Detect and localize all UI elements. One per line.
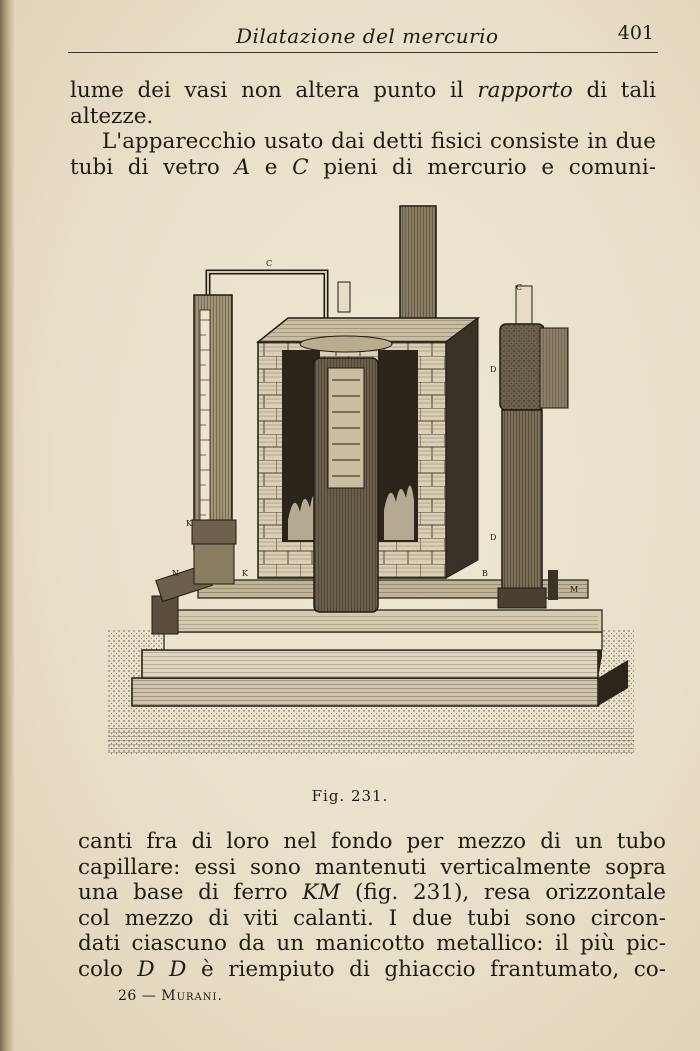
label-n-left: N [172,569,179,578]
page-header [68,22,658,53]
text-line: canti fra di loro nel fondo per mezzo di un tubo [78,829,666,854]
paragraph-bottom [78,829,666,982]
text-line: colo D D è riempiuto di ghiaccio frantumato, co- [78,956,666,982]
text-line: L'apparecchio usato dai detti fisici consiste in due [102,129,656,154]
tube-c-right [498,286,568,608]
central-furnace [258,206,478,612]
text-line: dati ciascuno da un manicotto metallico: il più pic- [78,931,666,956]
apparatus-engraving [108,200,634,760]
figure-caption: Fig. 231. [311,787,389,805]
footer-author: Murani. [161,988,223,1004]
iron-base-km [132,610,628,706]
label-d-right-lower: D [490,533,497,542]
text-line: capillare: essi sono mantenuti verticalmente sopra [78,854,666,880]
text-line: una base di ferro KM (fig. 231), resa orizzontale [78,880,666,905]
page-number: 401 [617,22,654,44]
label-m-right: M [570,585,579,594]
paragraph-top [70,78,656,180]
text-line: tubi di vetro A e C pieni di mercurio e comuni- [70,154,656,180]
page-spine-shadow [0,0,14,1051]
footer-separator: — [141,988,157,1004]
signature-number: 26 [118,988,137,1004]
label-b-right: B [482,569,488,578]
label-c-right: C [516,283,523,292]
text-line: lume dei vasi non altera punto il rapporto di tali [70,78,656,103]
page-footer [118,988,223,1004]
figure-231-apparatus [108,200,634,760]
text-line: altezze. [70,103,154,129]
italic-word: rapporto [477,78,573,103]
running-title: Dilatazione del mercurio [236,24,499,48]
label-c-top: C [266,259,273,268]
label-k-base: K [242,569,248,578]
label-k-left: K [186,519,192,528]
text-line: col mezzo di viti calanti. I due tubi sono circon- [78,905,666,931]
label-d-right: D [490,365,497,374]
